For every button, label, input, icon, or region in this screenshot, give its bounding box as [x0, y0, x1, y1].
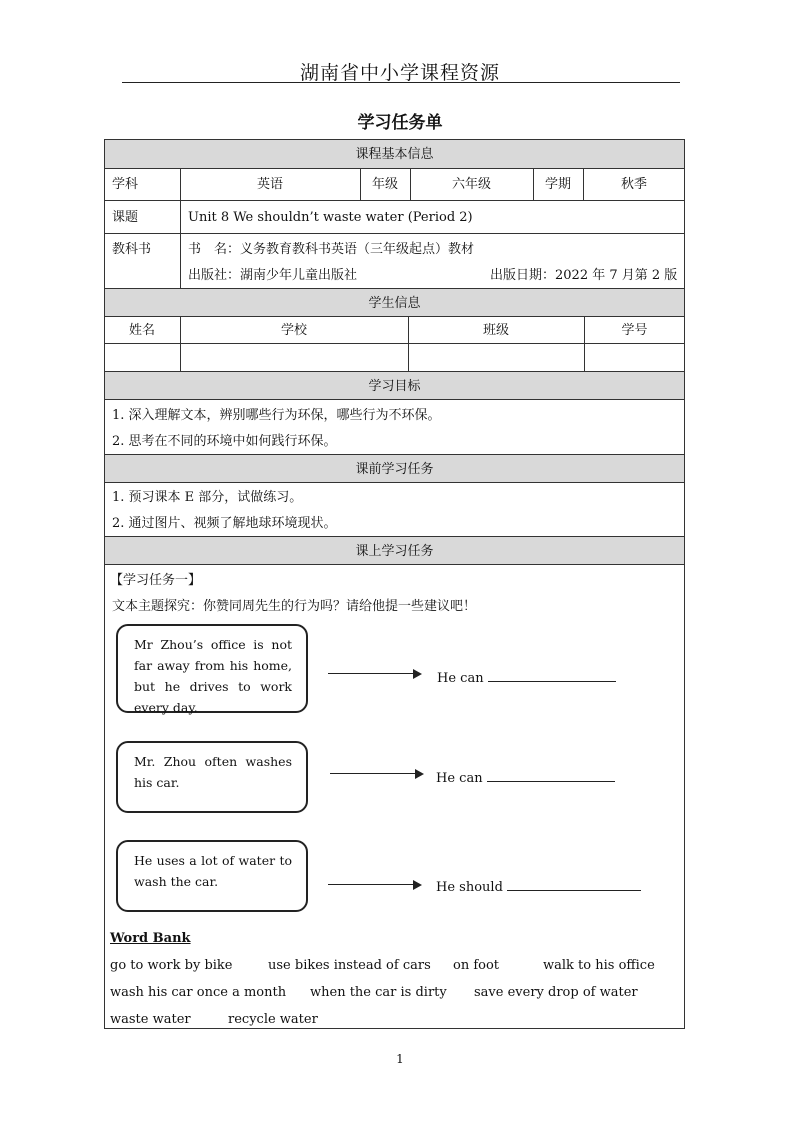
- page-header-title: 湖南省中小学课程资源: [299, 62, 500, 84]
- subject-value: 英语: [256, 177, 283, 192]
- answer-prefix: He can: [436, 771, 483, 786]
- pre-task-item: 1. 预习课本 E 部分，试做练习。: [112, 490, 303, 505]
- pre-task-item: 2. 通过图片、视频了解地球环境现状。: [112, 516, 337, 531]
- topic-value: Unit 8 We shouldn’t waste water (Period 2): [188, 210, 473, 225]
- textbook-publisher: 出版社：湖南少年儿童出版社: [188, 268, 358, 283]
- answer-line: [437, 669, 616, 687]
- table-rule: [104, 316, 685, 317]
- table-rule: [104, 288, 685, 289]
- term-value: 秋季: [620, 177, 647, 192]
- class-tasks-heading: 课上学习任务: [355, 544, 434, 559]
- word-bank-item: walk to his office: [543, 958, 655, 973]
- answer-prefix: He can: [437, 671, 484, 686]
- objective-item: 1. 深入理解文本，辨别哪些行为环保，哪些行为不环保。: [112, 408, 441, 423]
- answer-blank[interactable]: [488, 669, 616, 682]
- textbook-name: 书 名：义务教育教科书英语（三年级起点）教材: [188, 242, 475, 257]
- task1-prompt: 文本主题探究：你赞同周先生的行为吗？请给他提一些建议吧！: [112, 599, 477, 614]
- name-field[interactable]: [105, 344, 180, 371]
- student-id-column-header: 学号: [621, 323, 648, 338]
- arrow-right-icon: [328, 880, 422, 890]
- name-column-header: 姓名: [128, 323, 155, 338]
- table-rule: [104, 454, 685, 455]
- pre-tasks-heading: 课前学习任务: [355, 462, 434, 477]
- textbook-date: 出版日期：2022 年 7 月第 2 版: [490, 268, 678, 283]
- class-field[interactable]: [409, 344, 584, 371]
- term-label: 学期: [544, 177, 571, 192]
- table-rule: [104, 564, 685, 565]
- class-column-header: 班级: [482, 323, 509, 338]
- scenario-bubble: Mr. Zhou often washes his car.: [116, 741, 308, 813]
- objectives-heading: 学习目标: [368, 379, 421, 394]
- header-divider: [122, 82, 680, 83]
- table-rule: [104, 168, 685, 169]
- word-bank-item: on foot: [453, 958, 500, 973]
- table-rule: [104, 482, 685, 483]
- word-bank-title: Word Bank: [110, 931, 191, 946]
- school-field[interactable]: [181, 344, 408, 371]
- grade-label: 年级: [371, 177, 398, 192]
- arrow-right-icon: [328, 669, 422, 679]
- word-bank-item: wash his car once a month: [110, 985, 287, 1000]
- word-bank-item: waste water: [110, 1012, 191, 1027]
- topic-label: 课题: [112, 210, 139, 225]
- task1-title: 【学习任务一】: [110, 573, 202, 588]
- word-bank-item: go to work by bike: [110, 958, 233, 973]
- page-number: 1: [396, 1052, 404, 1066]
- answer-prefix: He should: [436, 880, 503, 895]
- subject-label: 学科: [112, 177, 139, 192]
- arrow-right-icon: [330, 769, 424, 779]
- answer-line: [436, 878, 641, 896]
- word-bank-item: when the car is dirty: [310, 985, 447, 1000]
- table-rule: [104, 536, 685, 537]
- document-title: 学习任务单: [357, 113, 443, 133]
- objective-item: 2. 思考在不同的环境中如何践行环保。: [112, 434, 337, 449]
- table-rule: [104, 200, 685, 201]
- scenario-bubble: Mr Zhou’s office is not far away from his home, but he drives to work every day.: [116, 624, 308, 713]
- course-info-heading: 课程基本信息: [355, 147, 434, 162]
- table-rule: [104, 371, 685, 372]
- table-rule: [104, 233, 685, 234]
- word-bank-item: save every drop of water: [474, 985, 638, 1000]
- answer-line: [436, 769, 615, 787]
- word-bank-item: use bikes instead of cars: [268, 958, 431, 973]
- student-id-field[interactable]: [585, 344, 684, 371]
- scenario-bubble: He uses a lot of water to wash the car.: [116, 840, 308, 912]
- grade-value: 六年级: [451, 177, 491, 192]
- answer-blank[interactable]: [487, 769, 615, 782]
- student-info-heading: 学生信息: [368, 296, 421, 311]
- school-column-header: 学校: [280, 323, 307, 338]
- textbook-label: 教科书: [112, 242, 152, 257]
- answer-blank[interactable]: [507, 878, 641, 891]
- word-bank-item: recycle water: [228, 1012, 318, 1027]
- table-rule: [104, 399, 685, 400]
